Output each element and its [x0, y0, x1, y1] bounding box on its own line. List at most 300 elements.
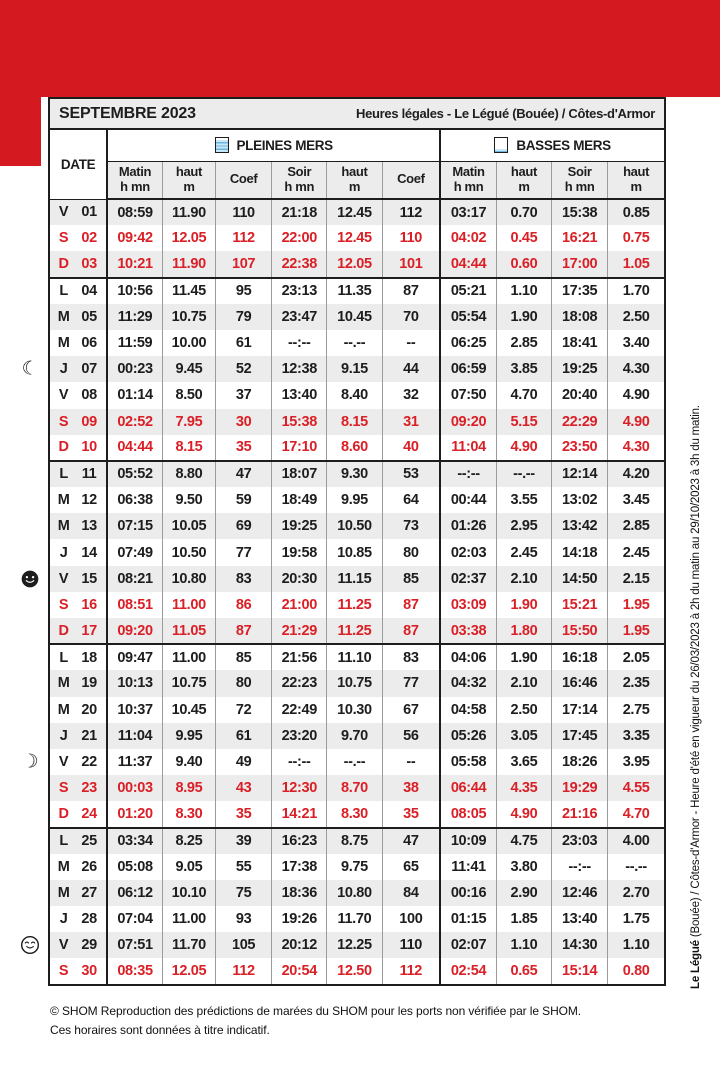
matin-pleines-cell: 10:13 [107, 670, 162, 696]
soir-pleines-cell: 22:38 [272, 251, 327, 277]
tide-row [49, 409, 665, 435]
haut-basses-2-cell: 4.90 [622, 387, 650, 404]
tide-row [49, 251, 665, 277]
haut-basses-1-cell: 3.80 [496, 854, 551, 880]
tide-table-body [21, 199, 665, 985]
date-cell [49, 199, 107, 225]
coef-1-cell: 61 [216, 723, 272, 749]
haut-pleines-2-cell: 9.75 [327, 854, 382, 880]
matin-pleines-cell: 02:52 [107, 409, 162, 435]
soir-pleines-cell: 21:18 [272, 199, 327, 225]
haut-basses-1-cell: 4.90 [496, 435, 551, 461]
coef-2-cell: 38 [382, 775, 440, 801]
soir-basses-cell: 13:02 [552, 487, 608, 513]
day-letter: M [57, 335, 70, 352]
coef-1-cell: 47 [216, 461, 272, 487]
col-header-matin-pleines: Matin h mn [107, 161, 162, 199]
day-number: 20 [81, 701, 97, 718]
soir-basses-cell: 18:41 [552, 330, 608, 356]
matin-pleines-cell: 04:44 [107, 435, 162, 461]
matin-pleines-cell: 09:47 [107, 644, 162, 670]
soir-pleines-cell: 23:47 [272, 304, 327, 330]
day-letter: M [57, 884, 70, 901]
matin-pleines-cell: 06:38 [107, 487, 162, 513]
date-cell [49, 225, 107, 251]
day-number: 26 [81, 858, 97, 875]
haut-pleines-2-cell: 11.25 [327, 618, 382, 644]
day-number: 13 [81, 518, 97, 535]
day-letter: L [59, 466, 68, 483]
haut-basses-2-cell: 1.95 [608, 618, 665, 644]
haut-pleines-1-cell: 11.90 [162, 251, 215, 277]
soir-basses-cell: 14:30 [552, 932, 608, 958]
coef-1-cell: 93 [216, 906, 272, 932]
matin-basses-cell: 00:16 [440, 880, 496, 906]
day-letter: D [58, 622, 69, 639]
haut-pleines-2-cell: 9.15 [327, 356, 382, 382]
haut-basses-1-cell: 3.05 [496, 723, 551, 749]
pleines-mers-label: PLEINES MERS [236, 137, 333, 153]
date-cell [49, 487, 107, 513]
day-letter: V [58, 570, 69, 587]
matin-basses-cell: 05:54 [440, 304, 496, 330]
day-number: 23 [81, 780, 97, 797]
soir-pleines-cell: 21:56 [272, 644, 327, 670]
haut-basses-2-cell: 2.45 [622, 544, 650, 561]
haut-basses-2-cell: 1.95 [622, 596, 650, 613]
haut-pleines-2-cell: 10.80 [327, 880, 382, 906]
matin-basses-cell: 07:50 [440, 382, 496, 408]
coef-2-cell: 101 [382, 251, 440, 277]
coef-1-cell: 49 [216, 749, 272, 775]
side-note-rotated [690, 405, 702, 989]
soir-pleines-cell: 18:49 [272, 487, 327, 513]
haut-basses-1-cell: 1.10 [496, 932, 551, 958]
coef-1-cell: 35 [216, 801, 272, 827]
basses-mers-label: BASSES MERS [516, 137, 611, 153]
day-letter: M [57, 858, 70, 875]
date-cell [49, 618, 107, 644]
haut-basses-1-cell: 2.45 [496, 539, 551, 565]
soir-pleines-cell: 13:40 [272, 382, 327, 408]
coef-1-cell: 72 [216, 697, 272, 723]
basses-mers-header [440, 129, 665, 161]
soir-basses-cell: 16:21 [552, 225, 608, 251]
coef-1-cell: 55 [216, 854, 272, 880]
coef-1-cell: 107 [216, 251, 272, 277]
red-header-band [0, 0, 720, 97]
haut-basses-2-cell: 1.70 [622, 283, 650, 300]
coef-2-cell: 87 [382, 592, 440, 618]
tide-row [49, 828, 665, 854]
col-header-haut-basses-1: haut m [496, 161, 551, 199]
coef-2-cell: 87 [382, 278, 440, 304]
day-number: 25 [81, 833, 97, 850]
section-header-row [49, 129, 665, 161]
haut-pleines-1-cell: 10.10 [162, 880, 215, 906]
soir-basses-cell: 18:08 [552, 304, 608, 330]
day-letter: L [59, 283, 68, 300]
matin-pleines-cell: 08:21 [107, 566, 162, 592]
haut-basses-2-cell: 3.40 [622, 335, 650, 352]
matin-basses-cell: --:-- [440, 461, 496, 487]
matin-basses-cell: 01:26 [440, 513, 496, 539]
col-header-soir-pleines: Soir h mn [272, 161, 327, 199]
coef-2-cell: 112 [382, 199, 440, 225]
tide-row [49, 880, 665, 906]
soir-pleines-cell: 15:38 [272, 409, 327, 435]
haut-pleines-2-cell: 10.75 [327, 670, 382, 696]
matin-pleines-cell: 10:21 [107, 251, 162, 277]
haut-pleines-2-cell: 9.95 [327, 487, 382, 513]
haut-pleines-1-cell: 11.45 [162, 278, 215, 304]
haut-pleines-2-cell: 8.60 [327, 435, 382, 461]
haut-basses-1-cell: 4.90 [496, 801, 551, 827]
haut-pleines-2-cell: 12.05 [327, 251, 382, 277]
coef-1-cell: 105 [216, 932, 272, 958]
matin-pleines-cell: 00:23 [107, 356, 162, 382]
soir-pleines-cell: 21:00 [272, 592, 327, 618]
date-cell [49, 539, 107, 565]
high-tide-icon [215, 137, 229, 153]
haut-pleines-2-cell: 11.70 [327, 906, 382, 932]
matin-basses-cell: 05:21 [440, 278, 496, 304]
day-letter: S [58, 230, 69, 247]
tide-row [49, 592, 665, 618]
coef-2-cell: 83 [382, 644, 440, 670]
tide-row [49, 749, 665, 775]
day-number: 19 [81, 675, 97, 692]
soir-basses-cell: 14:50 [552, 566, 608, 592]
date-cell [49, 409, 107, 435]
soir-basses-cell: 15:50 [552, 618, 608, 644]
day-letter: J [59, 361, 68, 378]
date-cell [21, 356, 107, 382]
date-cell [49, 854, 107, 880]
haut-pleines-1-cell: 10.80 [162, 566, 215, 592]
tide-row [49, 278, 665, 304]
haut-basses-1-cell: 0.70 [496, 199, 551, 225]
day-number: 30 [81, 963, 97, 980]
haut-pleines-1-cell: 10.50 [162, 539, 215, 565]
date-cell [49, 723, 107, 749]
haut-basses-2-cell: 4.55 [622, 780, 650, 797]
col-header-haut-pleines-1: haut m [162, 161, 215, 199]
col-header-haut-pleines-2: haut m [327, 161, 382, 199]
matin-basses-cell: 11:41 [440, 854, 496, 880]
coef-1-cell: 61 [216, 330, 272, 356]
date-column-header: DATE [49, 129, 107, 199]
tide-row [49, 906, 665, 932]
soir-pleines-cell: 17:10 [272, 435, 327, 461]
coef-1-cell: 87 [216, 618, 272, 644]
matin-pleines-cell: 07:49 [107, 539, 162, 565]
day-number: 03 [81, 255, 97, 272]
haut-pleines-1-cell: 9.40 [162, 749, 215, 775]
red-left-band [0, 97, 41, 166]
date-cell [49, 592, 107, 618]
matin-pleines-cell: 09:42 [107, 225, 162, 251]
haut-pleines-2-cell: 12.45 [327, 225, 382, 251]
matin-pleines-cell: 06:12 [107, 880, 162, 906]
day-number: 05 [81, 308, 97, 325]
day-number: 27 [81, 884, 97, 901]
haut-pleines-2-cell: 11.15 [327, 566, 382, 592]
day-letter: S [58, 780, 69, 797]
coef-2-cell: 87 [382, 618, 440, 644]
month-title: SEPTEMBRE 2023 [59, 104, 196, 122]
haut-pleines-2-cell: 12.25 [327, 932, 382, 958]
tide-row [49, 618, 665, 644]
haut-basses-2-cell: 2.70 [622, 884, 650, 901]
date-cell [49, 330, 107, 356]
coef-2-cell: -- [382, 749, 440, 775]
matin-pleines-cell: 07:04 [107, 906, 162, 932]
haut-basses-2-cell: 0.75 [622, 230, 650, 247]
haut-basses-1-cell: 3.55 [496, 487, 551, 513]
tide-row [49, 539, 665, 565]
day-letter: D [58, 805, 69, 822]
haut-pleines-2-cell: 11.25 [327, 592, 382, 618]
day-number: 24 [81, 805, 97, 822]
soir-pleines-cell: 21:29 [272, 618, 327, 644]
day-letter: J [59, 727, 68, 744]
matin-pleines-cell: 08:35 [107, 958, 162, 984]
side-note-port-name: Le Légué [690, 940, 702, 989]
matin-basses-cell: 01:15 [440, 906, 496, 932]
matin-basses-cell: 08:05 [440, 801, 496, 827]
day-number: 01 [81, 204, 97, 221]
haut-pleines-1-cell: 9.95 [162, 723, 215, 749]
coef-1-cell: 95 [216, 278, 272, 304]
matin-basses-cell: 04:58 [440, 697, 496, 723]
haut-basses-1-cell: 1.80 [496, 618, 551, 644]
haut-pleines-1-cell: 9.50 [162, 487, 215, 513]
coef-2-cell: 110 [382, 932, 440, 958]
soir-basses-cell: 17:00 [552, 251, 608, 277]
col-header-matin-basses: Matin h mn [440, 161, 496, 199]
matin-basses-cell: 04:44 [440, 251, 496, 277]
coef-2-cell: 32 [382, 382, 440, 408]
day-letter: L [59, 833, 68, 850]
date-cell [21, 749, 107, 775]
date-cell [49, 461, 107, 487]
haut-pleines-2-cell: 9.70 [327, 723, 382, 749]
matin-pleines-cell: 11:59 [107, 330, 162, 356]
matin-basses-cell: 06:59 [440, 356, 496, 382]
haut-basses-1-cell: 2.85 [496, 330, 551, 356]
date-cell [49, 566, 107, 592]
soir-pleines-cell: 18:36 [272, 880, 327, 906]
haut-pleines-2-cell: 8.15 [327, 409, 382, 435]
haut-pleines-1-cell: 8.30 [162, 801, 215, 827]
haut-basses-1-cell: 2.10 [496, 670, 551, 696]
haut-basses-2-cell: 4.20 [622, 466, 650, 483]
soir-pleines-cell: --:-- [272, 330, 327, 356]
soir-pleines-cell: 20:12 [272, 932, 327, 958]
coef-2-cell: 31 [382, 409, 440, 435]
tide-row [49, 487, 665, 513]
coef-1-cell: 75 [216, 880, 272, 906]
low-tide-icon [494, 137, 508, 153]
haut-basses-2-cell: 4.00 [622, 833, 650, 850]
matin-pleines-cell: 11:37 [107, 749, 162, 775]
soir-pleines-cell: 14:21 [272, 801, 327, 827]
matin-pleines-cell: 05:08 [107, 854, 162, 880]
haut-pleines-2-cell: 10.85 [327, 539, 382, 565]
matin-pleines-cell: 08:59 [107, 199, 162, 225]
soir-basses-cell: 17:35 [552, 278, 608, 304]
haut-basses-1-cell: 4.70 [496, 382, 551, 408]
soir-pleines-cell: 19:26 [272, 906, 327, 932]
haut-pleines-1-cell: 8.15 [162, 435, 215, 461]
coef-2-cell: 47 [382, 828, 440, 854]
soir-basses-cell: --:-- [552, 854, 608, 880]
haut-pleines-1-cell: 11.00 [162, 644, 215, 670]
tide-row [49, 801, 665, 827]
day-letter: J [59, 911, 68, 928]
matin-basses-cell: 05:58 [440, 749, 496, 775]
haut-basses-2-cell: 2.85 [622, 518, 650, 535]
haut-basses-1-cell: 2.50 [496, 697, 551, 723]
coef-2-cell: 70 [382, 304, 440, 330]
haut-basses-1-cell: 2.90 [496, 880, 551, 906]
day-letter: V [58, 754, 69, 771]
matin-pleines-cell: 00:03 [107, 775, 162, 801]
coef-1-cell: 112 [216, 225, 272, 251]
day-number: 28 [81, 911, 97, 928]
coef-2-cell: 100 [382, 906, 440, 932]
tide-row [49, 670, 665, 696]
day-number: 04 [81, 283, 97, 300]
tide-table [21, 97, 666, 986]
day-number: 17 [81, 622, 97, 639]
moon-first-quarter-icon: ☽ [21, 750, 39, 773]
day-number: 15 [81, 570, 97, 587]
day-letter: V [58, 204, 69, 221]
footer-copyright-line: © SHOM Reproduction des prédictions de marées du SHOM pour les ports non vérifiée par le SHOM. [50, 1004, 582, 1018]
soir-basses-cell: 22:29 [552, 409, 608, 435]
haut-basses-2-cell: 2.15 [622, 570, 650, 587]
matin-basses-cell: 11:04 [440, 435, 496, 461]
coef-2-cell: 112 [382, 958, 440, 984]
day-letter: M [57, 675, 70, 692]
coef-1-cell: 77 [216, 539, 272, 565]
coef-1-cell: 30 [216, 409, 272, 435]
matin-basses-cell: 03:17 [440, 199, 496, 225]
coef-1-cell: 110 [216, 199, 272, 225]
haut-pleines-2-cell: 9.30 [327, 461, 382, 487]
coef-2-cell: 85 [382, 566, 440, 592]
haut-basses-1-cell: 5.15 [496, 409, 551, 435]
haut-basses-1-cell: 1.90 [496, 592, 551, 618]
haut-pleines-1-cell: 10.00 [162, 330, 215, 356]
haut-pleines-1-cell: 8.95 [162, 775, 215, 801]
tide-row [49, 775, 665, 801]
soir-basses-cell: 15:14 [552, 958, 608, 984]
soir-pleines-cell: 23:20 [272, 723, 327, 749]
soir-basses-cell: 12:46 [552, 880, 608, 906]
day-letter: S [58, 963, 69, 980]
side-note-text: (Bouée) / Côtes-d'Armor - Heure d'été en vigueur du 26/03/2023 à 2h du matin au 29/10/2023 à 3h du matin. [690, 405, 702, 941]
soir-pleines-cell: 19:25 [272, 513, 327, 539]
soir-pleines-cell: 22:23 [272, 670, 327, 696]
tide-table-container [21, 97, 666, 986]
date-cell [49, 670, 107, 696]
coef-2-cell: 53 [382, 461, 440, 487]
date-cell [49, 644, 107, 670]
matin-basses-cell: 04:32 [440, 670, 496, 696]
haut-basses-2-cell: 3.95 [622, 754, 650, 771]
coef-2-cell: 77 [382, 670, 440, 696]
date-cell [49, 906, 107, 932]
day-number: 11 [81, 466, 97, 483]
tide-row [49, 513, 665, 539]
day-letter: V [58, 387, 69, 404]
haut-basses-1-cell: 4.35 [496, 775, 551, 801]
soir-pleines-cell: 18:07 [272, 461, 327, 487]
haut-basses-2-cell: 2.75 [622, 701, 650, 718]
tide-row [49, 697, 665, 723]
haut-basses-1-cell: 4.75 [496, 828, 551, 854]
haut-basses-2-cell: 0.85 [622, 204, 650, 221]
tide-row [49, 330, 665, 356]
haut-pleines-1-cell: 11.00 [162, 592, 215, 618]
date-cell [49, 880, 107, 906]
haut-basses-1-cell: 0.60 [496, 251, 551, 277]
soir-basses-cell: 19:29 [552, 775, 608, 801]
tide-row [49, 854, 665, 880]
coef-1-cell: 59 [216, 487, 272, 513]
haut-basses-2-cell: 2.50 [622, 308, 650, 325]
day-letter: M [57, 492, 70, 509]
footer [50, 1002, 581, 1039]
soir-pleines-cell: 20:54 [272, 958, 327, 984]
coef-2-cell: 110 [382, 225, 440, 251]
matin-pleines-cell: 11:29 [107, 304, 162, 330]
date-cell [49, 958, 107, 984]
tide-row [49, 932, 665, 958]
day-letter: M [57, 308, 70, 325]
haut-pleines-1-cell: 8.50 [162, 382, 215, 408]
haut-pleines-1-cell: 10.75 [162, 670, 215, 696]
haut-pleines-2-cell: 8.70 [327, 775, 382, 801]
matin-pleines-cell: 05:52 [107, 461, 162, 487]
tide-row [49, 723, 665, 749]
coef-1-cell: 85 [216, 644, 272, 670]
haut-basses-1-cell: 1.10 [496, 278, 551, 304]
haut-pleines-2-cell: 11.35 [327, 278, 382, 304]
day-number: 02 [81, 230, 97, 247]
haut-basses-2-cell: --.-- [625, 858, 647, 875]
haut-pleines-2-cell: 10.50 [327, 513, 382, 539]
haut-pleines-1-cell: 11.90 [162, 199, 215, 225]
coef-2-cell: 44 [382, 356, 440, 382]
soir-basses-cell: 13:40 [552, 906, 608, 932]
haut-pleines-1-cell: 8.25 [162, 828, 215, 854]
matin-pleines-cell: 07:15 [107, 513, 162, 539]
haut-basses-1-cell: 1.85 [496, 906, 551, 932]
haut-pleines-2-cell: 11.10 [327, 644, 382, 670]
coef-1-cell: 39 [216, 828, 272, 854]
day-letter: D [58, 439, 69, 456]
haut-pleines-2-cell: 12.50 [327, 958, 382, 984]
matin-basses-cell: 02:54 [440, 958, 496, 984]
haut-pleines-2-cell: 12.45 [327, 199, 382, 225]
date-cell [49, 251, 107, 277]
day-number: 08 [81, 387, 97, 404]
date-cell [49, 304, 107, 330]
